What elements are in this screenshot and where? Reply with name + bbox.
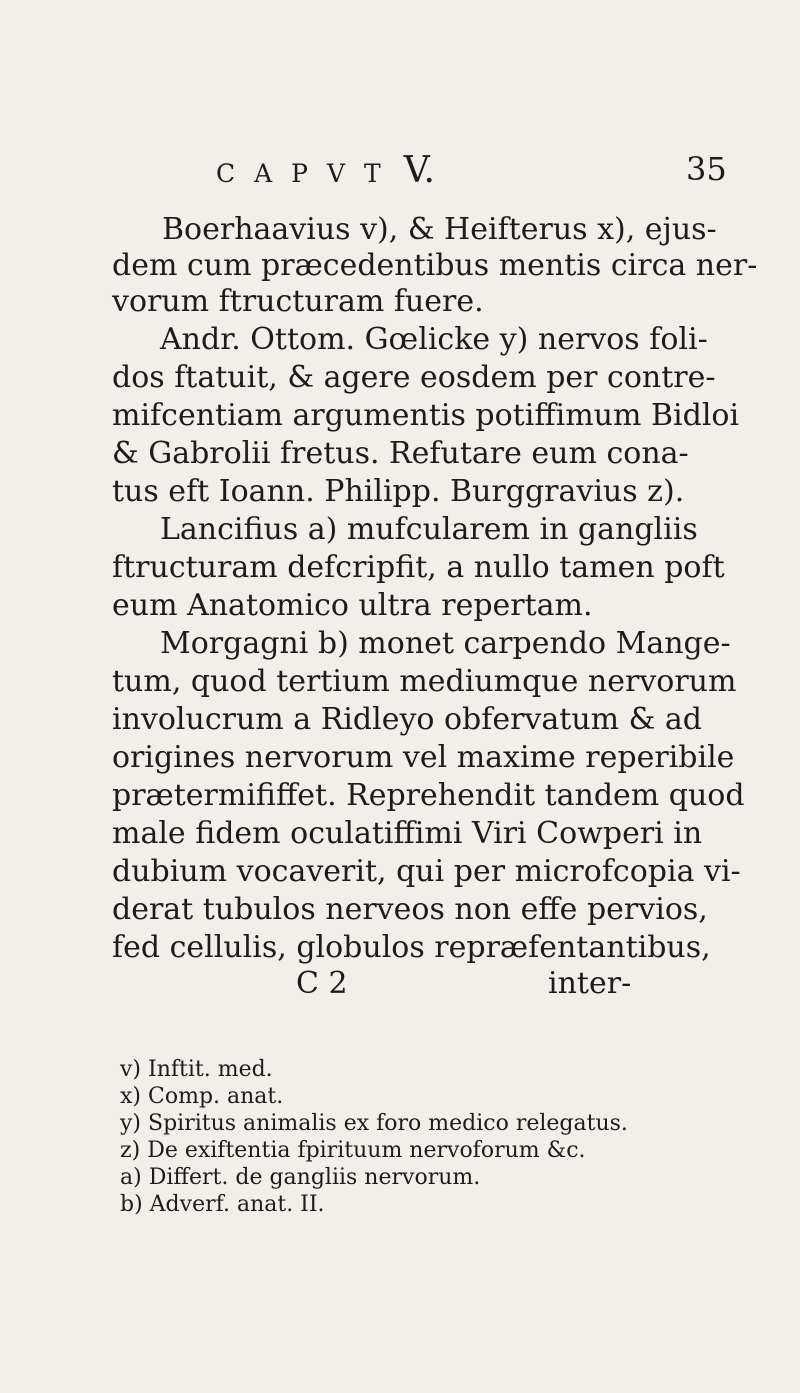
text-line: Lancifius a) mufcularem in gangliis: [160, 512, 698, 547]
footnote-text: Adverf. anat. II.: [149, 1192, 325, 1217]
text-line: eum Anatomico ultra repertam.: [112, 588, 593, 623]
catchword: inter-: [548, 966, 632, 1001]
text-line: Andr. Ottom. Gœlicke y) nervos foli-: [160, 322, 708, 357]
text-line: tum, quod tertium mediumque nervorum: [112, 664, 737, 699]
page-number: 35: [686, 150, 727, 188]
running-head: [216, 150, 435, 191]
text-line: derat tubulos nerveos non effe pervios,: [112, 892, 708, 927]
text-line: mifcentiam argumentis potiffimum Bidloi: [112, 398, 740, 433]
text-line: origines nervorum vel maxime reperibile: [112, 740, 735, 775]
footnote-mark: x): [120, 1084, 141, 1109]
footnote-mark: b): [120, 1192, 143, 1217]
footnote: [120, 1164, 480, 1191]
footnote-text: De exiftentia fpirituum nervoforum &c.: [147, 1138, 586, 1163]
running-title: CAPVT: [216, 159, 400, 188]
footnote: [120, 1137, 586, 1164]
footnote-mark: y): [120, 1111, 142, 1136]
text-line: Morgagni b) monet carpendo Mange-: [160, 626, 731, 661]
footnote-mark: a): [120, 1165, 142, 1190]
chapter-numeral: V.: [403, 150, 435, 191]
text-line: dem cum præcedentibus mentis circa ner-: [112, 248, 758, 283]
text-line: vorum ftructuram fuere.: [112, 284, 484, 319]
text-line: dos ftatuit, & agere eosdem per contre-: [112, 360, 716, 395]
signature-mark: C 2: [296, 966, 348, 1001]
text-line: Boerhaavius v), & Heifterus x), ejus-: [162, 212, 717, 247]
text-line: tus eft Ioann. Philipp. Burggravius z).: [112, 474, 685, 509]
text-line: prætermififfet. Reprehendit tandem quod: [112, 778, 745, 813]
footnote-mark: v): [120, 1057, 142, 1082]
footnote-text: Differt. de gangliis nervorum.: [148, 1165, 481, 1190]
footnote: [120, 1191, 325, 1218]
text-line: male fidem oculatiffimi Viri Cowperi in: [112, 816, 703, 851]
text-line: & Gabrolii fretus. Refutare eum cona-: [112, 436, 689, 471]
text-line: involucrum a Ridleyo obfervatum & ad: [112, 702, 702, 737]
footnote-text: Inftit. med.: [148, 1057, 273, 1082]
footnote-text: Spiritus animalis ex foro medico relegatus.: [148, 1111, 628, 1136]
footnote: [120, 1083, 283, 1110]
text-line: dubium vocaverit, qui per microfcopia vi-: [112, 854, 741, 889]
footnote: [120, 1056, 273, 1083]
footnote: [120, 1110, 628, 1137]
text-line: fed cellulis, globulos repræfentantibus,: [112, 930, 711, 965]
text-line: ftructuram defcripfit, a nullo tamen poft: [112, 550, 725, 585]
footnote-text: Comp. anat.: [148, 1084, 284, 1109]
footnote-mark: z): [120, 1138, 141, 1163]
